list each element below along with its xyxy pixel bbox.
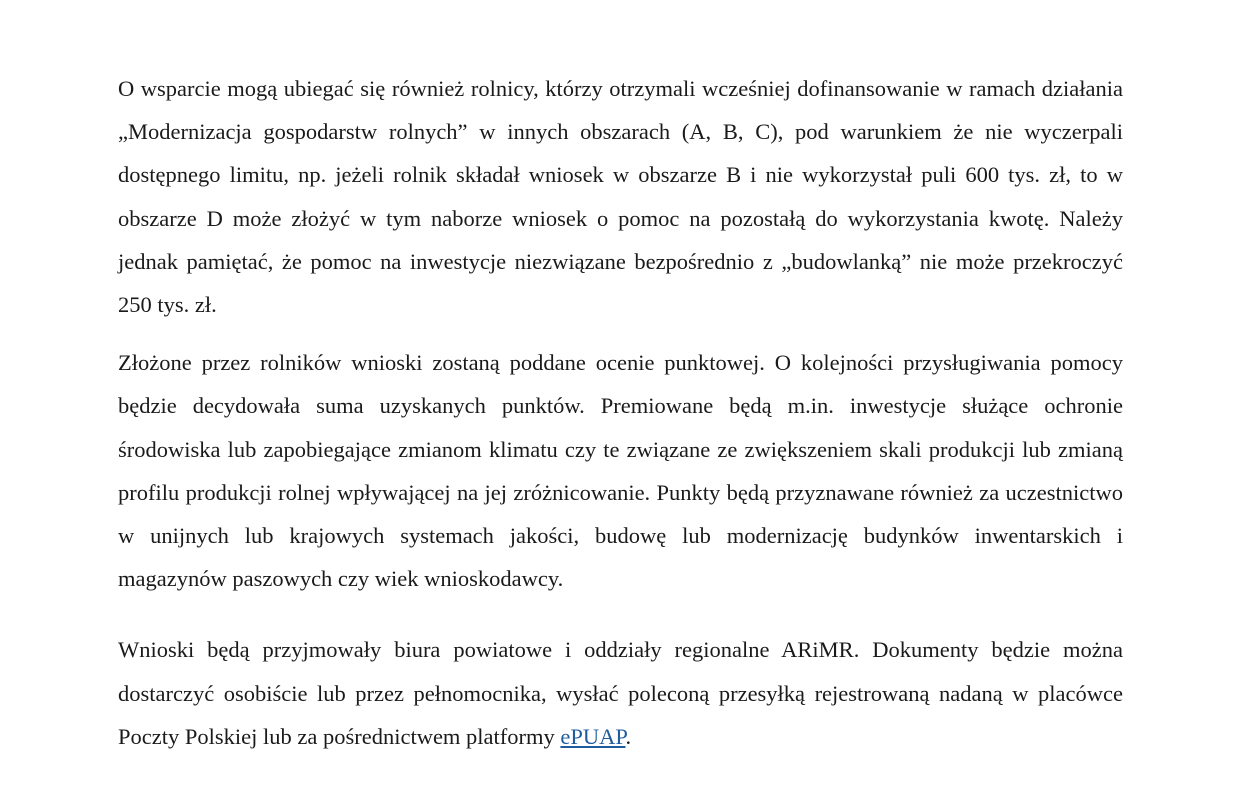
document-body [118,67,1123,759]
paragraph-eligibility: O wsparcie mogą ubiegać się również rolnicy, którzy otrzymali wcześniej dofinansowanie w ramach działania „Modernizacja gospodarstw rolnych” w innych obszarach (A, B, C), pod warunkiem że nie wyczerpali dostępnego limitu, np. jeżeli rolnik składał wniosek w obszarze B i nie wykorzystał puli 600 tys. zł, to w obszarze D może złożyć w tym naborze wniosek o pomoc na pozostałą do wykorzystania kwotę. Należy jednak pamiętać, że pomoc na inwestycje niezwiązane bezpośrednio z „budowlanką” nie może przekroczyć 250 tys. zł. [118,76,1123,318]
paragraph-submission-end: . [625,724,632,750]
paragraph-submission-text: Wnioski będą przyjmowały biura powiatowe i oddziały regionalne ARiMR. Dokumenty będzie można dostarczyć osobiście lub przez pełnomocnika, wysłać poleconą przesyłką rejestrowaną nadaną w placówce Poczty Polskiej lub za pośrednictwem platformy [118,637,1123,750]
paragraph-submission [118,628,1123,759]
paragraph-scoring: Złożone przez rolników wnioski zostaną poddane ocenie punktowej. O kolejności przysługiwania pomocy będzie decydowała suma uzyskanych punktów. Premiowane będą m.in. inwestycje służące ochronie środowiska lub zapobiegające zmianom klimatu czy te związane ze zwiększeniem skali produkcji lub zmianą profilu produkcji rolnej wpływającej na jej zróżnicowanie. Punkty będą przyznawane również za uczestnictwo w unijnych lub krajowych systemach jakości, budowę lub modernizację budynków inwentarskich i magazynów paszowych czy wiek wnioskodawcy. [118,350,1123,592]
epuap-link[interactable]: ePUAP [560,724,626,750]
